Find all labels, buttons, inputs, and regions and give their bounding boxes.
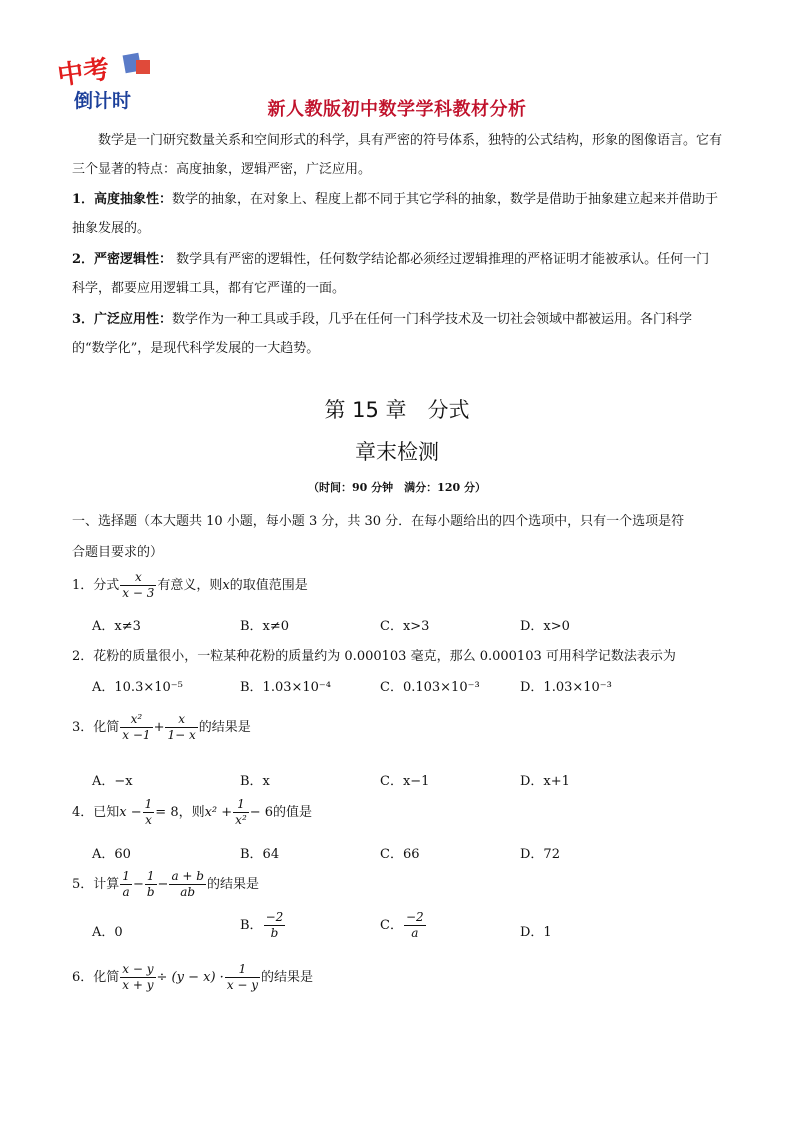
numerator: x	[165, 712, 197, 728]
denominator: a	[411, 926, 419, 940]
q2-option-c: C．0.103×10⁻³	[380, 680, 480, 695]
option-label: B．	[240, 918, 263, 933]
numerator: 1	[144, 797, 153, 811]
q3-option-d: D．x+1	[520, 774, 570, 789]
exam-meta: （时间：90 分钟 满分：120 分）	[308, 481, 486, 494]
numerator: x²	[120, 712, 152, 728]
feature-label: 3．广泛应用性：	[72, 312, 173, 327]
question-1	[72, 570, 308, 601]
numerator: 1	[225, 962, 260, 978]
fraction	[120, 962, 155, 993]
fraction	[120, 712, 152, 743]
question-3: 3．化简 $\frac{\text{x²}}{x -1}$ + $\frac{x}{1- x}$ 的结果是	[72, 712, 251, 742]
question-4	[72, 797, 312, 828]
document-title: 新人教版初中数学学科教材分析	[267, 99, 527, 120]
denominator: x	[145, 813, 152, 827]
denominator: b	[270, 926, 279, 940]
section-heading-line1: 一、选择题（本大题共 10 小题，每小题 3 分，共 30 分．在每小题给出的四个选项中，只有一个选项是符	[72, 514, 685, 529]
fraction	[225, 962, 260, 993]
q1-option-d: D．x>0	[520, 619, 570, 634]
fraction	[120, 869, 132, 900]
question-2	[72, 645, 676, 664]
q3-option-b: B．x	[240, 774, 270, 789]
expression: − 6	[249, 805, 274, 820]
question-text: 的取值范围是	[229, 578, 308, 593]
feature-text: 数学的抽象，在对象上、程度上都不同于其它学科的抽象，数学是借助于抽象建立起来并借助于抽象发展的。	[72, 192, 719, 236]
q5-option-d: D．1	[520, 925, 552, 940]
q4-option-b: B．64	[240, 847, 280, 862]
fraction	[169, 869, 206, 900]
question-6	[72, 962, 313, 993]
feature-label: 1．高度抽象性：	[72, 192, 173, 207]
question-text: 有意义，则	[157, 578, 223, 593]
q3-option-a: A．−x	[92, 774, 133, 789]
expression: x² +	[204, 805, 233, 820]
variable: x	[222, 578, 230, 593]
numerator: 1	[233, 797, 249, 813]
fraction	[264, 910, 286, 941]
feature-item-1	[72, 185, 722, 243]
numerator: −2	[265, 910, 284, 924]
fraction	[143, 797, 155, 828]
numerator: x	[120, 570, 156, 586]
feature-item-3	[72, 305, 722, 363]
denominator: x + y	[122, 978, 154, 992]
denominator: x −1	[122, 728, 151, 742]
logo-text-bottom: 倒计时	[74, 90, 132, 112]
denominator: b	[146, 885, 155, 899]
numerator: −2	[405, 910, 424, 924]
denominator: x − y	[226, 978, 259, 992]
q5-option-b	[240, 910, 286, 941]
question-text: 的结果是	[198, 720, 251, 735]
denominator: 1− x	[167, 728, 196, 742]
denominator: a	[122, 885, 130, 899]
option-label: C．	[380, 918, 403, 933]
fraction	[120, 570, 156, 601]
question-text: 化简	[93, 970, 120, 985]
fraction	[165, 712, 197, 743]
question-text: 花粉的质量很小，一粒某种花粉的质量约为 0.000103 毫克，那么 0.000103 可用科学记数法表示为	[93, 649, 676, 664]
denominator: ab	[180, 885, 196, 899]
question-number: 2．	[72, 649, 94, 664]
intro-paragraph: 数学是一门研究数量关系和空间形式的科学，具有严密的符号体系，独特的公式结构，形象的图像语言。它有三个显著的特点：高度抽象，逻辑严密，广泛应用。	[72, 133, 723, 177]
question-5: 5．计算 $\frac{1}{a}$ − $\frac{1}{b}$ − $\frac{a + b}{ab}$ 的结果是	[72, 869, 259, 899]
question-text: 的结果是	[261, 970, 314, 985]
question-text: 的值是	[273, 805, 313, 820]
feature-item-2	[72, 245, 722, 303]
feature-text: 数学作为一种工具或手段，几乎在任何一门科学技术及一切社会领域中都被运用。各门科学的“数学化”，是现代科学发展的一大趋势。	[72, 312, 693, 356]
q1-option-a: A．x≠3	[92, 619, 141, 634]
q4-option-c: C．66	[380, 847, 420, 862]
numerator: x − y	[122, 962, 154, 976]
q2-option-d: D．1.03×10⁻³	[520, 680, 612, 695]
denominator: x − 3	[122, 586, 155, 600]
question-number: 1．	[72, 578, 94, 593]
chapter-subtitle: 章末检测	[355, 440, 439, 464]
q1-option-c: C．x>3	[380, 619, 430, 634]
question-text: 分式	[93, 578, 120, 593]
expression: ÷ (y − x) ·	[156, 970, 224, 985]
fraction	[404, 910, 426, 941]
question-number: 5．	[72, 877, 94, 892]
q3-option-c: C．x−1	[380, 774, 430, 789]
q4-option-a: A．60	[92, 847, 131, 862]
denominator: x²	[235, 813, 247, 827]
question-text: 计算	[93, 877, 120, 892]
q5-option-c	[380, 910, 427, 941]
numerator: 1	[122, 869, 130, 883]
section-heading-line2: 合题目要求的）	[72, 545, 164, 560]
question-text: 已知	[93, 805, 120, 820]
q4-option-d: D．72	[520, 847, 560, 862]
feature-text: 数学具有严密的逻辑性，任何数学结论都必须经过逻辑推理的严格证明才能被承认。任何一门科学，都要应用逻辑工具，都有它严谨的一面。	[72, 252, 710, 296]
numerator: 1	[145, 869, 157, 885]
numerator: a + b	[171, 869, 204, 883]
question-number: 6．	[72, 970, 94, 985]
chapter-title: 第 15 章 分式	[324, 398, 470, 422]
question-text: 的结果是	[206, 877, 259, 892]
q2-option-b: B．1.03×10⁻⁴	[240, 680, 332, 695]
question-number: 3．	[72, 720, 94, 735]
question-number: 4．	[72, 805, 94, 820]
q5-option-a: A．0	[92, 925, 123, 940]
q1-option-b: B．x≠0	[240, 619, 290, 634]
expression: x −	[119, 805, 142, 820]
feature-label: 2．严密逻辑性：	[72, 252, 173, 267]
logo-text-top: 中考	[56, 54, 112, 92]
q2-option-a: A．10.3×10⁻⁵	[92, 680, 183, 695]
question-text: 化简	[93, 720, 120, 735]
fraction	[233, 797, 249, 828]
question-text: = 8，则	[155, 805, 205, 820]
fraction	[145, 869, 157, 900]
